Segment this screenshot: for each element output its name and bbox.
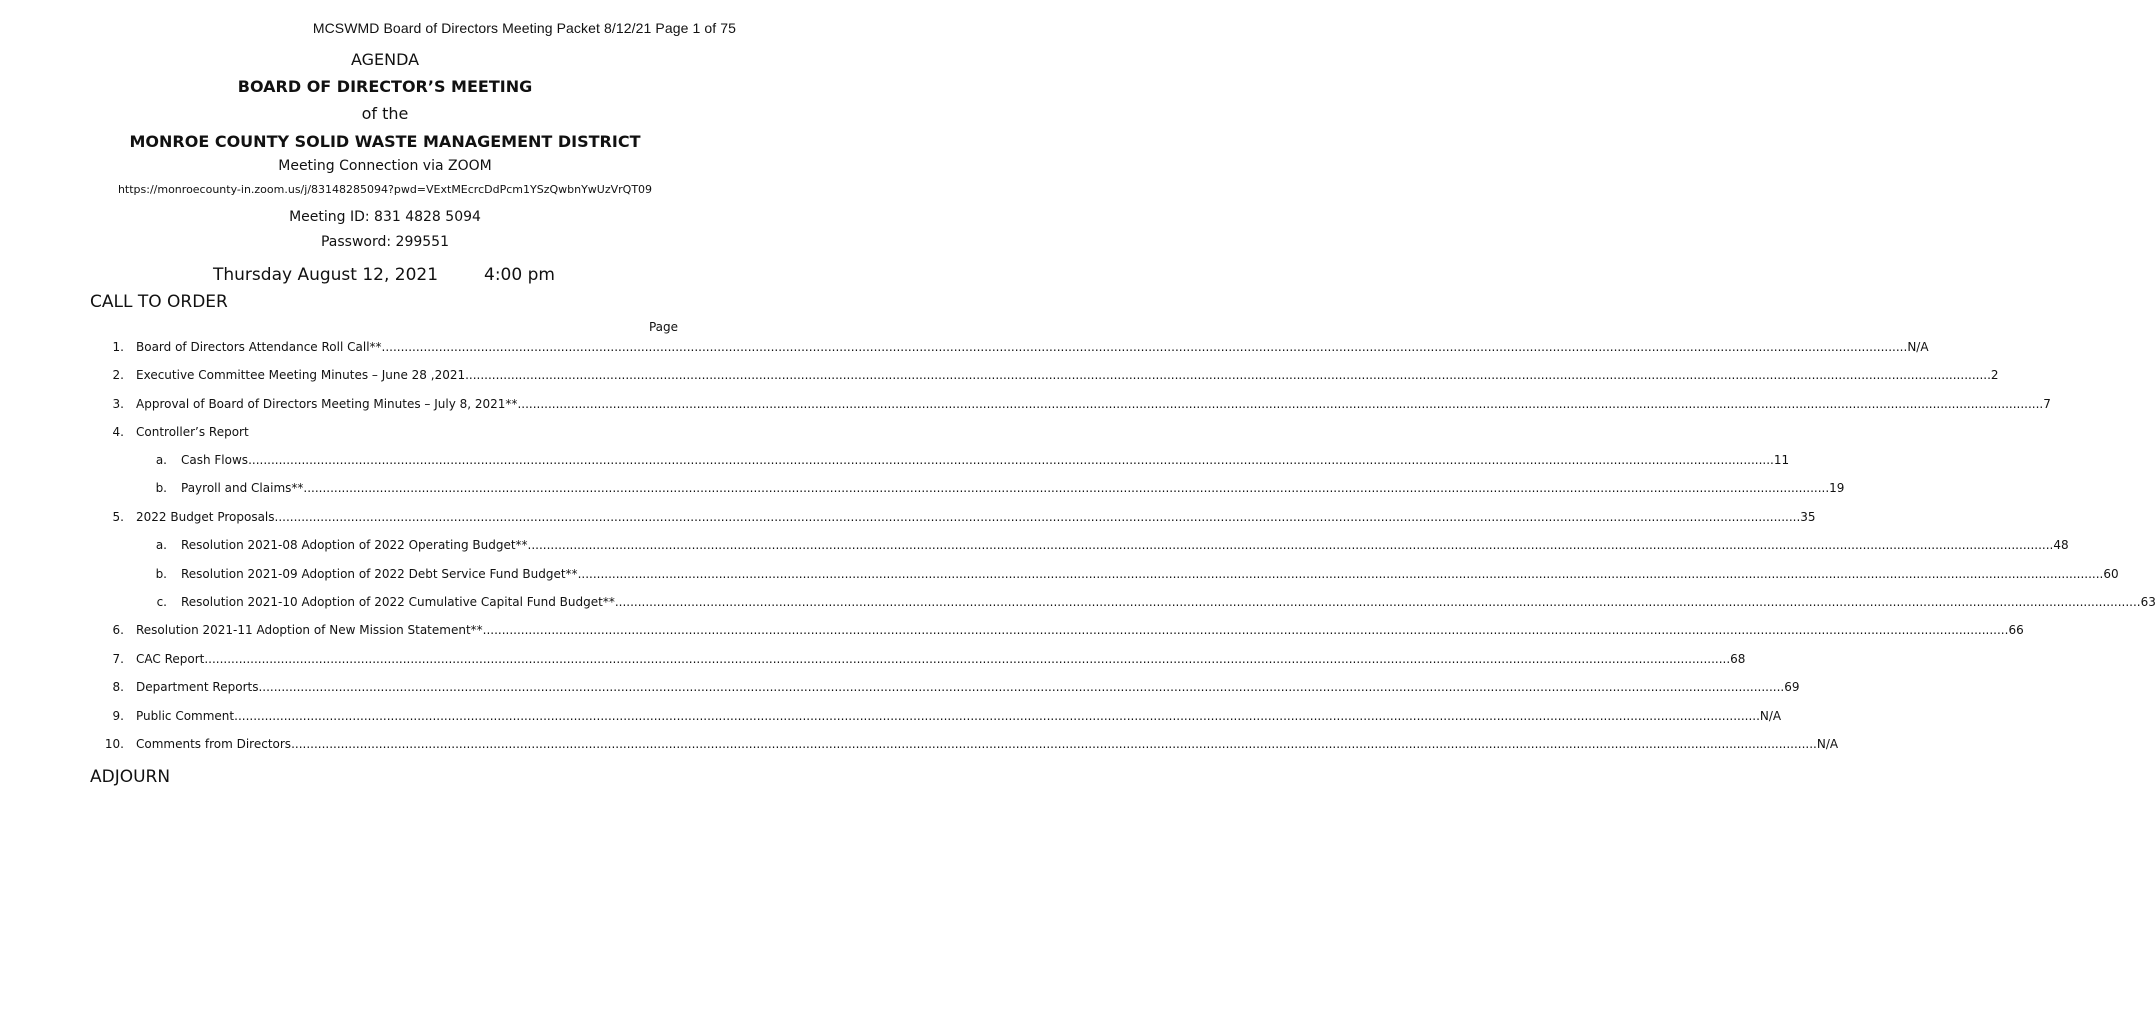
district-name: MONROE COUNTY SOLID WASTE MANAGEMENT DISTRICT bbox=[129, 132, 641, 151]
agenda-item-number: c. bbox=[156, 595, 167, 609]
meeting-time: 4:00 pm bbox=[484, 265, 555, 285]
agenda-item bbox=[0, 425, 770, 443]
agenda-item-number: a. bbox=[155, 538, 167, 552]
page-column-header: Page bbox=[648, 320, 678, 334]
agenda-item bbox=[0, 538, 2069, 556]
agenda-item-page: 66 bbox=[2008, 623, 2024, 637]
agenda-item-number: 9. bbox=[112, 709, 124, 723]
agenda-item-label: 2022 Budget Proposals bbox=[136, 510, 275, 524]
dot-leader: ................................................................................................................................................................................................................................................................................................................................................................................................................ bbox=[248, 453, 1774, 467]
agenda-item-label: Resolution 2021-11 Adoption of New Mission Statement** bbox=[136, 623, 483, 637]
agenda-item bbox=[0, 709, 1782, 727]
of-the-text: of the bbox=[361, 104, 409, 123]
agenda-item-label: Executive Committee Meeting Minutes – June 28 ,2021 bbox=[136, 368, 466, 382]
agenda-item bbox=[0, 652, 1746, 670]
dot-leader: ................................................................................................................................................................................................................................................................................................................................................................................................................ bbox=[577, 567, 2104, 581]
agenda-item-label: Controller’s Report bbox=[136, 425, 249, 439]
agenda-item-number: 7. bbox=[112, 652, 124, 666]
meeting-id: Meeting ID: 831 4828 5094 bbox=[289, 209, 481, 225]
agenda-item bbox=[0, 737, 1839, 755]
dot-leader: ................................................................................................................................................................................................................................................................................................................................................................................................................ bbox=[291, 737, 1817, 751]
agenda-item-page: 35 bbox=[1800, 510, 1816, 524]
dot-leader: ................................................................................................................................................................................................................................................................................................................................................................................................................ bbox=[204, 652, 1731, 666]
dot-leader: ................................................................................................................................................................................................................................................................................................................................................................................................................ bbox=[465, 368, 1991, 382]
dot-leader: ................................................................................................................................................................................................................................................................................................................................................................................................................ bbox=[381, 340, 1908, 354]
agenda-item bbox=[0, 453, 1790, 471]
agenda-item-page: 69 bbox=[1784, 680, 1800, 694]
agenda-item-label: Cash Flows bbox=[181, 453, 249, 467]
dot-leader: ................................................................................................................................................................................................................................................................................................................................................................................................................ bbox=[274, 510, 1801, 524]
agenda-item bbox=[0, 623, 2024, 641]
agenda-item-number: 8. bbox=[112, 680, 124, 694]
agenda-item-number: a. bbox=[155, 453, 167, 467]
agenda-item bbox=[0, 481, 1845, 499]
dot-leader: ................................................................................................................................................................................................................................................................................................................................................................................................................ bbox=[527, 538, 2054, 552]
agenda-item-page: 63 bbox=[2140, 595, 2156, 609]
agenda-item-number: 6. bbox=[112, 623, 124, 637]
agenda-item-page: 7 bbox=[2043, 397, 2051, 411]
agenda-item-number: 3. bbox=[112, 397, 124, 411]
dot-leader: ................................................................................................................................................................................................................................................................................................................................................................................................................ bbox=[482, 623, 2009, 637]
agenda-item-number: 10. bbox=[104, 737, 124, 751]
agenda-item-page: 60 bbox=[2103, 567, 2119, 581]
agenda-item-number: b. bbox=[155, 481, 167, 495]
agenda-item-label: Comments from Directors bbox=[136, 737, 292, 751]
agenda-item-label: Resolution 2021-08 Adoption of 2022 Operating Budget** bbox=[181, 538, 528, 552]
zoom-link[interactable]: https://monroecounty-in.zoom.us/j/83148285094?pwd=VExtMEcrcDdPcm1YSzQwbnYwUzVrQT09 bbox=[117, 183, 653, 196]
call-to-order-heading: CALL TO ORDER bbox=[90, 292, 228, 312]
agenda-item-label: Board of Directors Attendance Roll Call** bbox=[136, 340, 382, 354]
dot-leader: ................................................................................................................................................................................................................................................................................................................................................................................................................ bbox=[517, 397, 2044, 411]
agenda-item bbox=[0, 397, 2051, 415]
agenda-item-label: Department Reports bbox=[136, 680, 259, 694]
agenda-item bbox=[0, 368, 1999, 386]
page-header: MCSWMD Board of Directors Meeting Packet 8/12/21 Page 1 of 75 bbox=[312, 20, 736, 36]
meeting-title: BOARD OF DIRECTOR’S MEETING bbox=[237, 77, 533, 96]
agenda-item-label: Resolution 2021-09 Adoption of 2022 Debt Service Fund Budget** bbox=[181, 567, 578, 581]
meeting-password: Password: 299551 bbox=[320, 234, 449, 250]
meeting-connection: Meeting Connection via ZOOM bbox=[278, 158, 492, 174]
agenda-item-label: Payroll and Claims** bbox=[181, 481, 304, 495]
agenda-item-page: 11 bbox=[1773, 453, 1790, 467]
agenda-item-label: Resolution 2021-10 Adoption of 2022 Cumulative Capital Fund Budget** bbox=[181, 595, 615, 609]
dot-leader: ................................................................................................................................................................................................................................................................................................................................................................................................................ bbox=[303, 481, 1830, 495]
dot-leader: ................................................................................................................................................................................................................................................................................................................................................................................................................ bbox=[614, 595, 2141, 609]
agenda-item-label: CAC Report bbox=[136, 652, 205, 666]
agenda-item-label: Public Comment bbox=[136, 709, 235, 723]
agenda-item-page: N/A bbox=[1816, 737, 1839, 751]
agenda-item-page: 48 bbox=[2053, 538, 2069, 552]
agenda-item-page: N/A bbox=[1759, 709, 1782, 723]
agenda-item-number: b. bbox=[155, 567, 167, 581]
agenda-item bbox=[0, 340, 1929, 358]
agenda-item-page: 2 bbox=[1990, 368, 1999, 382]
agenda-item-label: Approval of Board of Directors Meeting Minutes – July 8, 2021** bbox=[136, 397, 518, 411]
agenda-item-number: 1. bbox=[112, 340, 124, 354]
agenda-item bbox=[0, 510, 1816, 528]
agenda-item bbox=[0, 595, 2156, 613]
dot-leader: ................................................................................................................................................................................................................................................................................................................................................................................................................ bbox=[258, 680, 1785, 694]
agenda-item-number: 2. bbox=[112, 368, 124, 382]
agenda-item bbox=[0, 567, 2119, 585]
agenda-item-page: N/A bbox=[1907, 340, 1929, 354]
agenda-item-page: 68 bbox=[1730, 652, 1746, 666]
adjourn-heading: ADJOURN bbox=[90, 767, 171, 787]
meeting-date: Thursday August 12, 2021 bbox=[213, 265, 439, 285]
agenda-item-number: 5. bbox=[112, 510, 124, 524]
agenda-item-number: 4. bbox=[112, 425, 124, 439]
dot-leader: ................................................................................................................................................................................................................................................................................................................................................................................................................ bbox=[234, 709, 1760, 723]
agenda-item bbox=[0, 680, 1800, 698]
agenda-item-page: 19 bbox=[1829, 481, 1845, 495]
agenda-title: AGENDA bbox=[350, 50, 420, 69]
